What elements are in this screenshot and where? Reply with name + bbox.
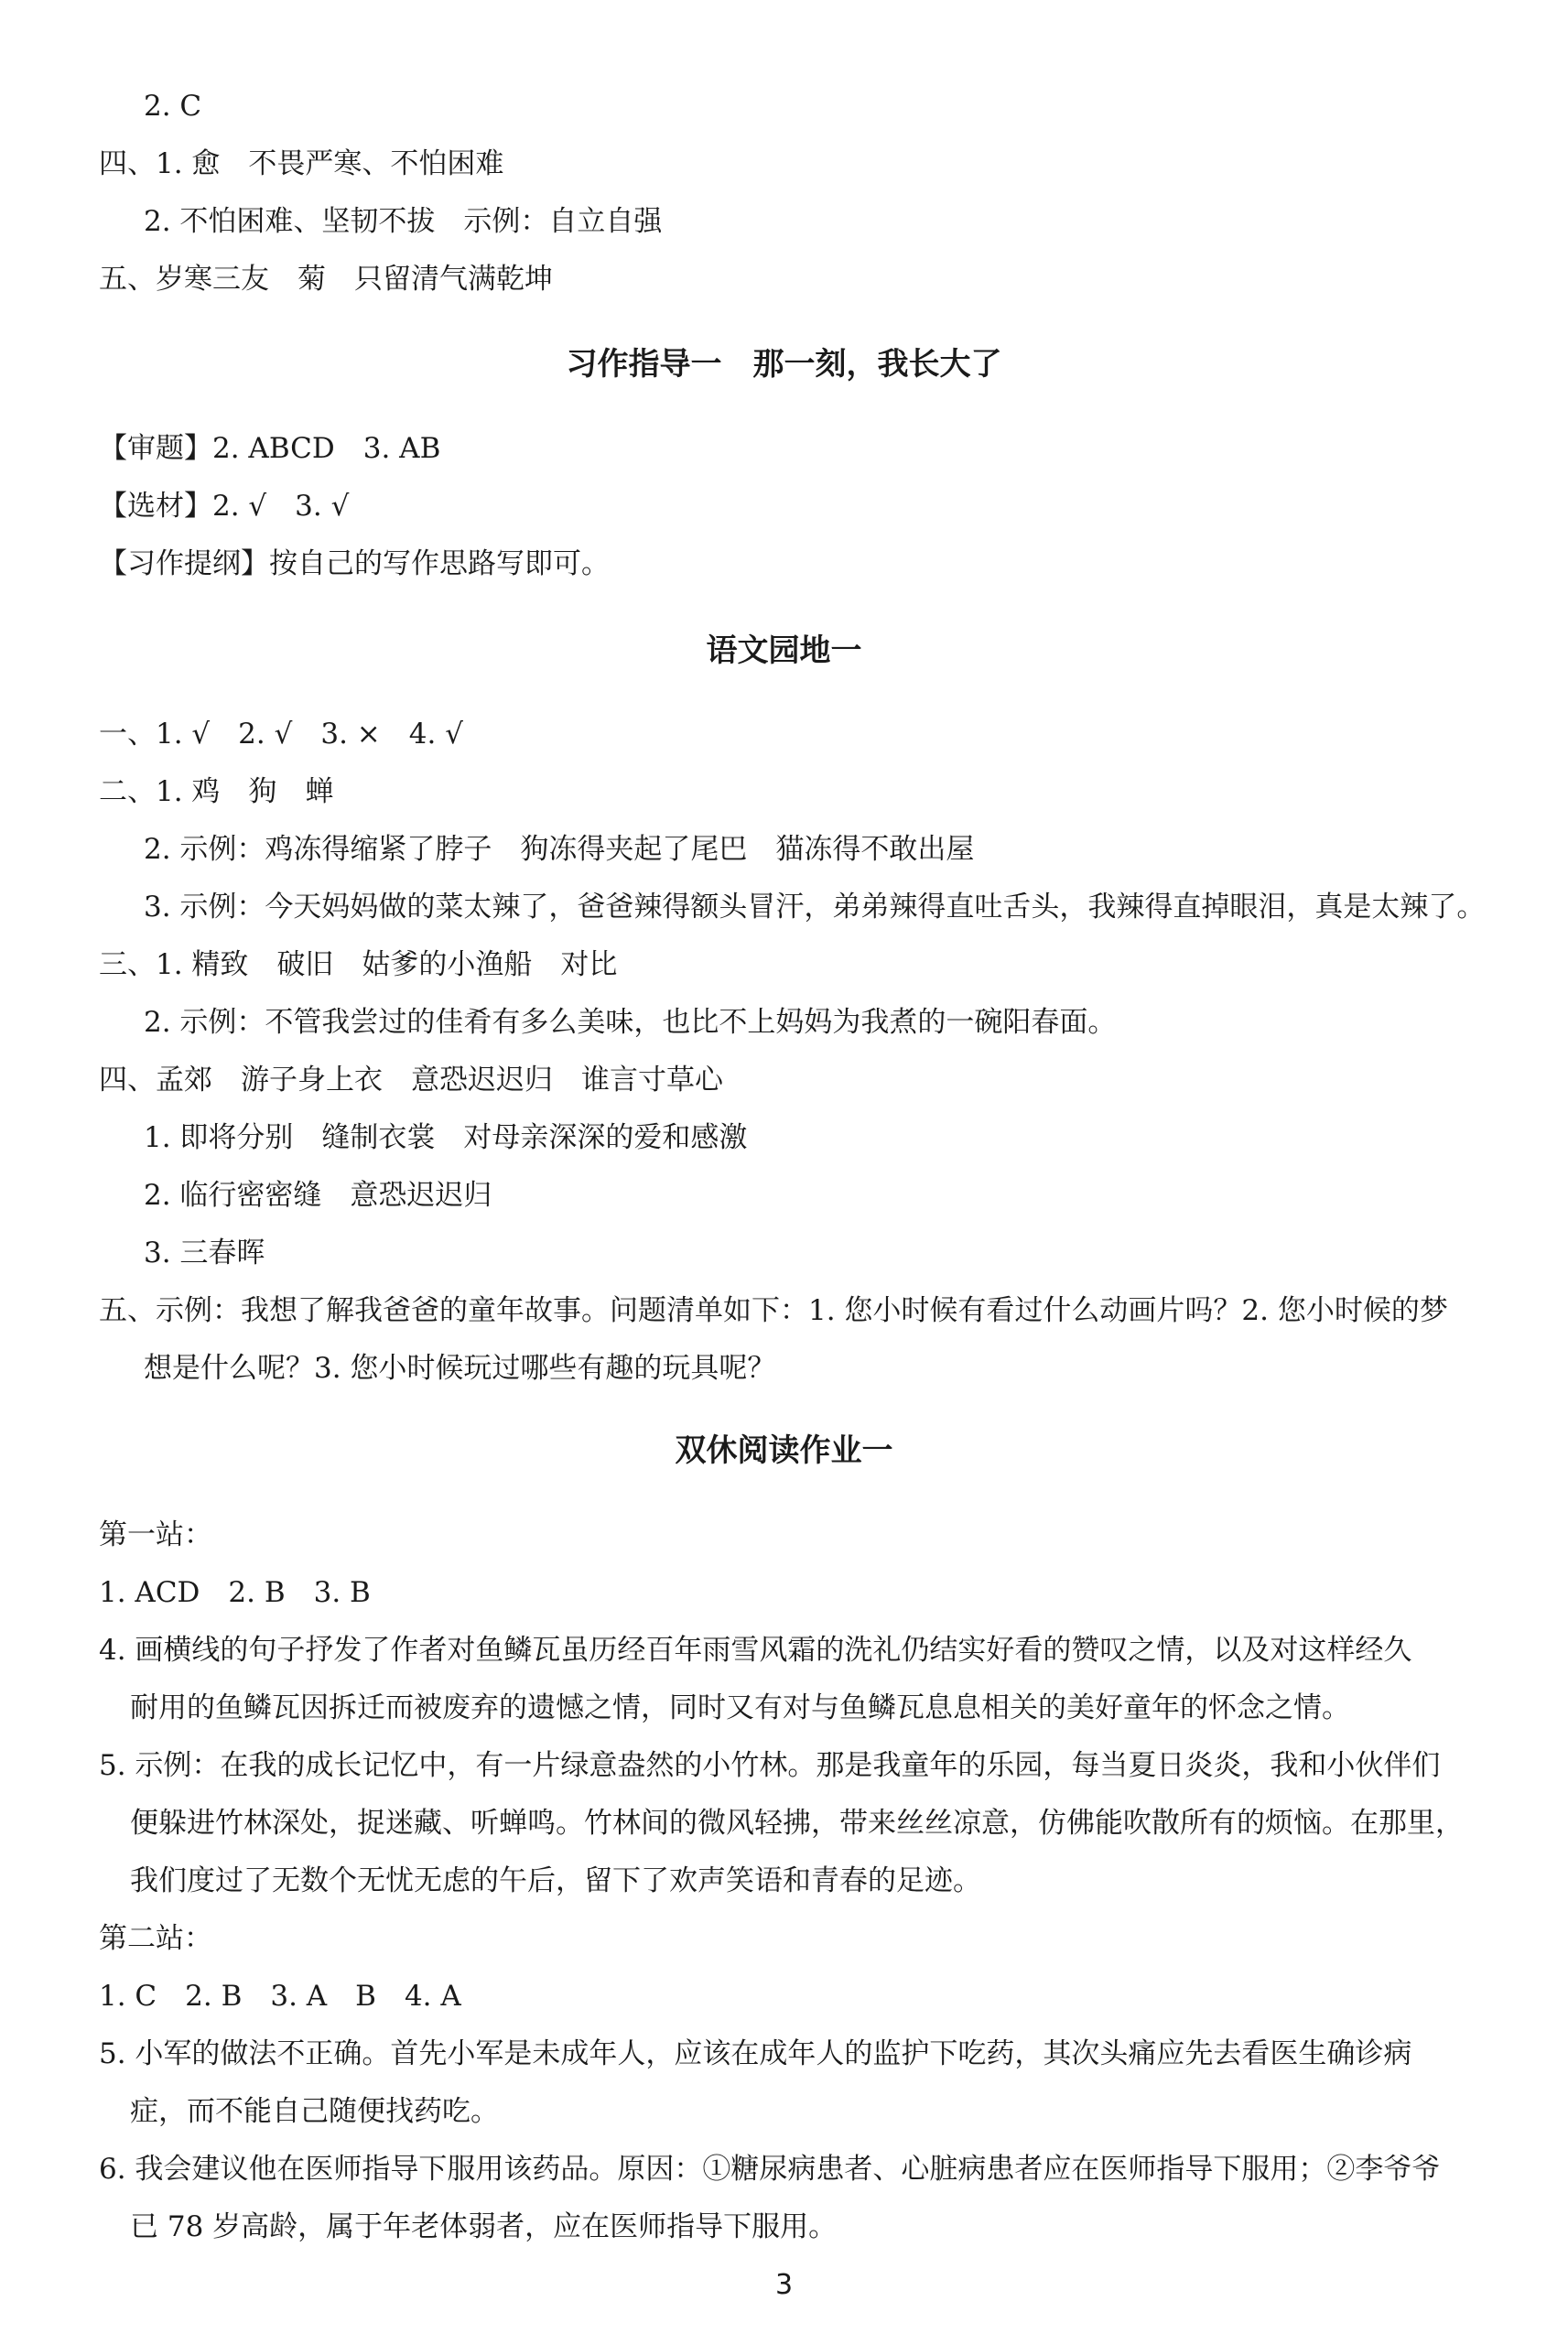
answer-line: 1. ACD 2. B 3. B (99, 1576, 371, 1609)
answer-line: 5. 小军的做法不正确。首先小军是未成年人，应该在成年人的监护下吃药，其次头痛应先去看医生确诊病 (99, 2037, 1412, 2070)
answer-line: 2. 示例：鸡冻得缩紧了脖子 狗冻得夹起了尾巴 猫冻得不敢出屋 (144, 833, 975, 866)
answer-line: 【审题】2. ABCD 3. AB (99, 432, 441, 465)
answer-line: 想是什么呢？3. 您小时候玩过哪些有趣的玩具呢？ (144, 1352, 776, 1385)
answer-line: 五、示例：我想了解我爸爸的童年故事。问题清单如下：1. 您小时候有看过什么动画片吗？2. 您小时候的梦 (99, 1294, 1448, 1327)
answer-line: 3. 三春晖 (144, 1237, 265, 1269)
answer-line: 2. C (144, 90, 202, 123)
answer-line: 【选材】2. √ 3. √ (99, 490, 350, 523)
answer-line: 四、1. 愈 不畏严寒、不怕困难 (99, 147, 504, 180)
answer-line: 已 78 岁高龄，属于年老体弱者，应在医师指导下服用。 (130, 2210, 838, 2243)
answer-line: 6. 我会建议他在医师指导下服用该药品。原因：①糖尿病患者、心脏病患者应在医师指导下服用；②李爷爷 (99, 2153, 1441, 2186)
answer-line: 耐用的鱼鳞瓦因拆迁而被废弃的遗憾之情，同时又有对与鱼鳞瓦息息相关的美好童年的怀念之情。 (130, 1691, 1350, 1724)
station-label: 第二站： (99, 1922, 212, 1955)
answer-line: 我们度过了无数个无忧无虑的午后，留下了欢声笑语和青春的足迹。 (130, 1864, 981, 1897)
station-label: 第一站： (99, 1518, 212, 1551)
section-title-chinese-garden: 语文园地一 (706, 632, 862, 669)
answer-line: 5. 示例：在我的成长记忆中，有一片绿意盎然的小竹林。那是我童年的乐园，每当夏日炎炎，我和小伙伴们 (99, 1749, 1441, 1782)
answer-line: 【习作提纲】按自己的写作思路写即可。 (99, 547, 610, 580)
answer-line: 五、岁寒三友 菊 只留清气满乾坤 (99, 263, 553, 296)
answer-line: 症，而不能自己随便找药吃。 (130, 2095, 499, 2128)
section-title-weekend-reading: 双休阅读作业一 (675, 1432, 893, 1469)
answer-line: 四、孟郊 游子身上衣 意恐迟迟归 谁言寸草心 (99, 1064, 723, 1096)
answer-line: 二、1. 鸡 狗 蝉 (99, 775, 334, 808)
answer-line: 3. 示例：今天妈妈做的菜太辣了，爸爸辣得额头冒汗，弟弟辣得直吐舌头，我辣得直掉眼泪，真是太辣了。 (144, 891, 1486, 924)
answer-line: 4. 画横线的句子抒发了作者对鱼鳞瓦虽历经百年雨雪风霜的洗礼仍结实好看的赞叹之情，以及对这样经久 (99, 1634, 1412, 1667)
page-number: 3 (774, 2269, 794, 2301)
answer-line: 2. 临行密密缝 意恐迟迟归 (144, 1179, 492, 1212)
answer-line: 1. 即将分别 缝制衣裳 对母亲深深的爱和感激 (144, 1121, 748, 1154)
answer-line: 2. 不怕困难、坚韧不拔 示例：自立自强 (144, 205, 663, 238)
answer-line: 1. C 2. B 3. A B 4. A (99, 1980, 461, 2013)
answer-line: 便躲进竹林深处，捉迷藏、听蝉鸣。竹林间的微风轻拂，带来丝丝凉意，仿佛能吹散所有的烦恼。在那里， (130, 1807, 1464, 1840)
answer-line: 一、1. √ 2. √ 3. × 4. √ (99, 718, 463, 751)
answer-line: 三、1. 精致 破旧 姑爹的小渔船 对比 (99, 948, 618, 981)
section-title-writing-guide: 习作指导一 那一刻，我长大了 (566, 346, 1002, 383)
answer-line: 2. 示例：不管我尝过的佳肴有多么美味，也比不上妈妈为我煮的一碗阳春面。 (144, 1006, 1117, 1039)
